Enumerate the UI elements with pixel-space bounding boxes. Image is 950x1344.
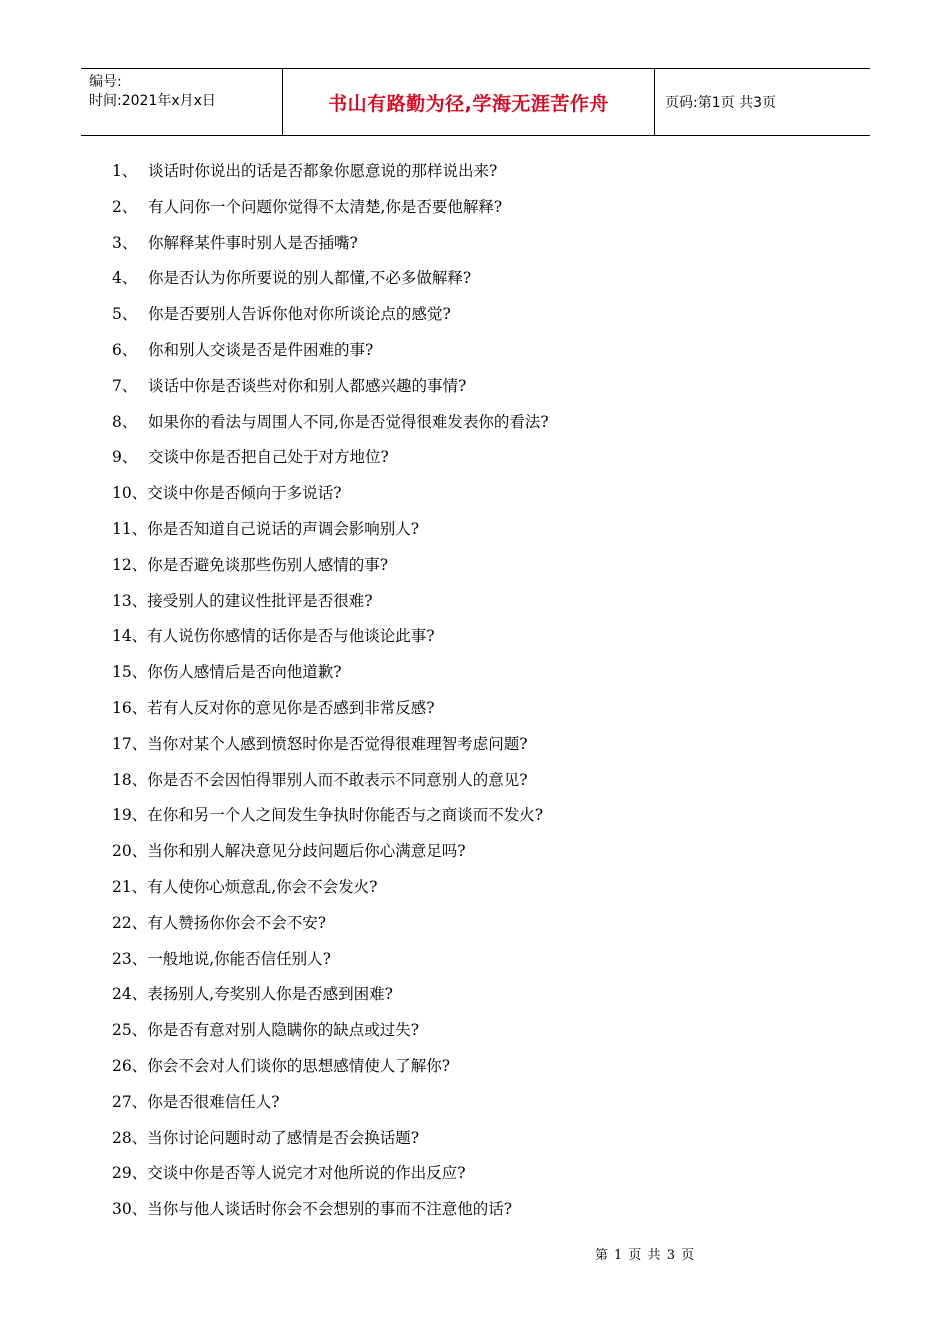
question-text: 你和别人交谈是否是件困难的事? [148, 340, 374, 359]
question-item [112, 659, 549, 695]
question-item [112, 695, 549, 731]
question-number: 26、 [112, 1056, 148, 1075]
question-number: 25、 [112, 1021, 148, 1040]
question-item [112, 838, 549, 874]
question-item [112, 1196, 549, 1232]
question-number: 3、 [112, 233, 138, 252]
question-number: 9、 [112, 448, 138, 467]
question-number: 24、 [112, 985, 148, 1004]
question-number: 6、 [112, 340, 138, 359]
question-item [112, 301, 549, 337]
question-text: 交谈中你是否把自己处于对方地位? [148, 448, 389, 467]
question-item [112, 373, 549, 409]
question-text: 当你和别人解决意见分歧问题后你心满意足吗? [147, 842, 466, 861]
document-header [81, 68, 870, 136]
question-item [112, 802, 549, 838]
question-item [112, 1160, 549, 1196]
question-item [112, 552, 549, 588]
question-number: 30、 [112, 1200, 148, 1219]
question-item [112, 1125, 549, 1161]
question-number: 16、 [112, 698, 148, 717]
question-list [112, 158, 549, 1232]
question-item [112, 158, 549, 194]
header-meta-cell [81, 69, 283, 135]
question-text: 若有人反对你的意见你是否感到非常反感? [147, 698, 435, 717]
question-number: 7、 [112, 376, 138, 395]
question-item [112, 444, 549, 480]
question-text: 你是否认为你所要说的别人都懂,不必多做解释? [148, 269, 472, 288]
question-number: 2、 [112, 197, 138, 216]
question-text: 你会不会对人们谈你的思想感情使人了解你? [147, 1056, 451, 1075]
time-label: 时间:2021年x月x日 [89, 93, 216, 109]
footer-page-number: 第 1 页 共 3 页 [594, 1248, 696, 1263]
question-number: 19、 [112, 806, 148, 825]
question-text: 有人问你一个问题你觉得不太清楚,你是否要他解释? [148, 197, 503, 216]
question-text: 有人使你心烦意乱,你会不会发火? [147, 877, 378, 896]
question-item [112, 1089, 549, 1125]
question-text: 你是否知道自己说话的声调会影响别人? [147, 519, 420, 538]
question-text: 有人赞扬你你会不会不安? [147, 913, 327, 932]
question-item [112, 337, 549, 373]
question-text: 你是否有意对别人隐瞒你的缺点或过失? [147, 1021, 420, 1040]
number-label: 编号: [89, 74, 122, 90]
question-number: 21、 [112, 877, 148, 896]
question-text: 一般地说,你能否信任别人? [147, 949, 331, 968]
question-item [112, 516, 549, 552]
question-text: 当你对某个人感到愤怒时你是否觉得很难理智考虑问题? [147, 734, 528, 753]
question-number: 10、 [112, 484, 148, 503]
question-text: 当你与他人谈话时你会不会想别的事而不注意他的话? [147, 1200, 513, 1219]
question-item [112, 409, 549, 445]
question-number: 5、 [112, 305, 138, 324]
question-number: 13、 [112, 591, 148, 610]
question-number: 29、 [112, 1164, 148, 1183]
question-number: 27、 [112, 1092, 148, 1111]
question-item [112, 230, 549, 266]
question-number: 4、 [112, 269, 138, 288]
page-footer [0, 1244, 950, 1263]
question-text: 如果你的看法与周围人不同,你是否觉得很难发表你的看法? [148, 412, 549, 431]
question-text: 你伤人感情后是否向他道歉? [147, 663, 342, 682]
question-number: 28、 [112, 1128, 148, 1147]
question-number: 14、 [112, 627, 148, 646]
question-item [112, 1017, 549, 1053]
question-text: 接受别人的建议性批评是否很难? [147, 591, 373, 610]
question-number: 20、 [112, 842, 148, 861]
question-text: 你是否不会因怕得罪别人而不敢表示不同意别人的意见? [147, 770, 528, 789]
question-item [112, 946, 549, 982]
question-number: 23、 [112, 949, 148, 968]
question-text: 交谈中你是否倾向于多说话? [147, 484, 342, 503]
question-text: 你是否要别人告诉你他对你所谈论点的感觉? [148, 305, 451, 324]
question-item [112, 265, 549, 301]
question-text: 谈话中你是否谈些对你和别人都感兴趣的事情? [148, 376, 467, 395]
question-number: 12、 [112, 555, 148, 574]
question-text: 当你讨论问题时动了感情是否会换话题? [147, 1128, 420, 1147]
motto-cell [283, 69, 655, 135]
question-item [112, 480, 549, 516]
question-item [112, 731, 549, 767]
question-item [112, 1053, 549, 1089]
question-number: 11、 [112, 519, 148, 538]
question-number: 15、 [112, 663, 148, 682]
question-item [112, 623, 549, 659]
question-text: 你是否很难信任人? [147, 1092, 280, 1111]
question-text: 交谈中你是否等人说完才对他所说的作出反应? [147, 1164, 466, 1183]
question-item [112, 910, 549, 946]
question-number: 18、 [112, 770, 148, 789]
question-text: 有人说伤你感情的话你是否与他谈论此事? [147, 627, 435, 646]
page-info-cell [655, 69, 870, 135]
question-text: 谈话时你说出的话是否都象你愿意说的那样说出来? [148, 162, 498, 180]
motto-text: 书山有路勤为径,学海无涯苦作舟 [328, 92, 609, 115]
question-number: 22、 [112, 913, 148, 932]
question-text: 你解释某件事时别人是否插嘴? [148, 233, 358, 252]
question-item [112, 588, 549, 624]
question-item [112, 874, 549, 910]
page-info-label: 页码:第1页 共3页 [665, 95, 776, 111]
question-item [112, 194, 549, 230]
question-text: 表扬别人,夸奖别人你是否感到困难? [147, 985, 393, 1004]
question-text: 你是否避免谈那些伤别人感情的事? [147, 555, 389, 574]
question-number: 17、 [112, 734, 148, 753]
question-item [112, 981, 549, 1017]
question-item [112, 767, 549, 803]
question-number: 8、 [112, 412, 138, 431]
question-text: 在你和另一个人之间发生争执时你能否与之商谈而不发火? [147, 806, 544, 825]
question-number: 1、 [112, 162, 138, 180]
